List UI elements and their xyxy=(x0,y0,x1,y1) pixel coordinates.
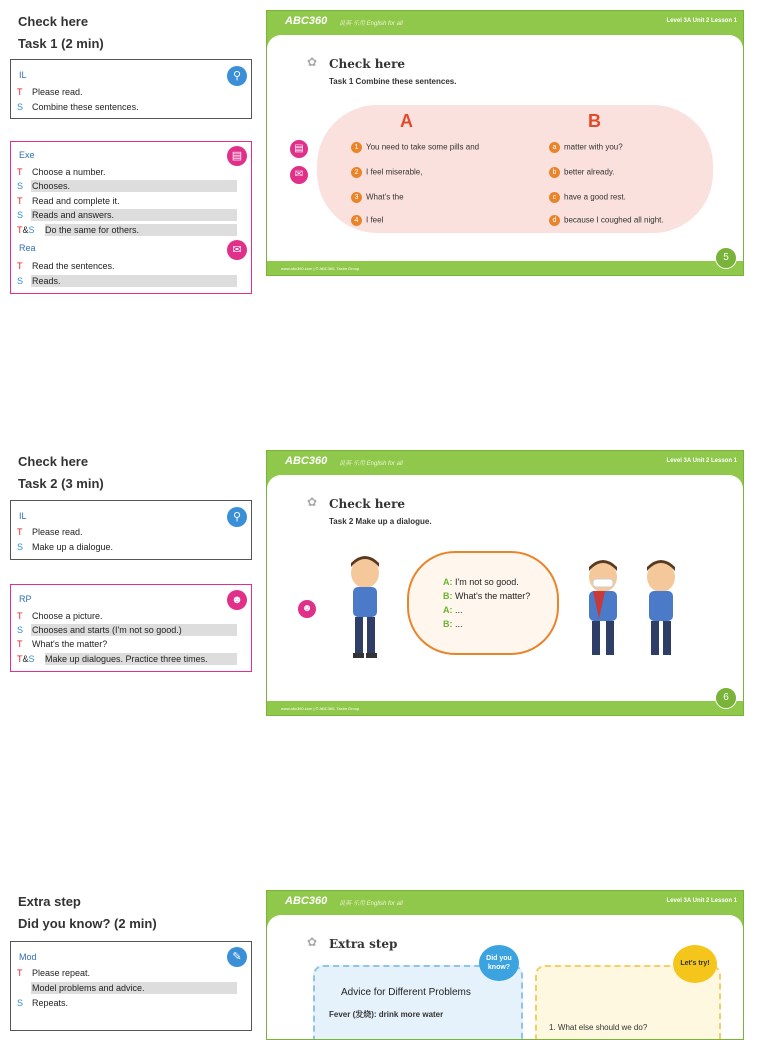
advice-line: Fever (发烧): drink more water xyxy=(329,1010,444,1019)
line: T Please read. xyxy=(17,527,83,537)
logo: ABC360 xyxy=(285,15,328,27)
il-label: IL xyxy=(19,70,27,80)
logo: ABC360 xyxy=(285,895,328,907)
chat-icon: ✉ xyxy=(227,240,247,260)
tagline: 说英·乐用 English for all xyxy=(339,21,403,27)
a-item: 2 I feel miserable, xyxy=(351,167,422,178)
search-icon: ⚲ xyxy=(227,66,247,86)
question: 1. What else should we do? xyxy=(549,1023,648,1032)
chat-icon: ✉ xyxy=(289,165,309,185)
b-item: d because I coughed all night. xyxy=(549,215,664,226)
section-subtitle: Did you know? (2 min) xyxy=(18,916,157,931)
exe-label: Exe xyxy=(19,150,35,160)
line: T Please read. xyxy=(17,87,83,97)
line: T Choose a picture. xyxy=(17,611,103,621)
roleplay-icon: ☻ xyxy=(227,590,247,610)
section-title: Extra step xyxy=(18,894,81,909)
line: S Reads and answers. xyxy=(17,210,115,220)
line: T Please repeat. xyxy=(17,968,91,978)
line: T What's the matter? xyxy=(17,639,108,649)
slide-3 xyxy=(266,890,744,1040)
boy-sick-illustration xyxy=(343,555,387,661)
document-icon: ▤ xyxy=(289,139,309,159)
line: S Repeats. xyxy=(17,998,69,1008)
page-number: 6 xyxy=(715,687,737,709)
line: S Chooses. xyxy=(17,181,71,191)
level-label: Level 3A Unit 2 Lesson 1 xyxy=(666,458,737,464)
page-number: 5 xyxy=(715,247,737,269)
level-label: Level 3A Unit 2 Lesson 1 xyxy=(666,18,737,24)
boy-mask-illustration xyxy=(579,559,627,663)
slide-subtitle: Task 1 Combine these sentences. xyxy=(329,77,457,86)
line: Model problems and advice. xyxy=(32,983,145,993)
line: T&S Do the same for others. xyxy=(17,225,140,235)
section-subtitle: Task 1 (2 min) xyxy=(18,36,104,51)
did-you-know-bubble: Did you know? xyxy=(479,945,519,981)
rea-label: Rea xyxy=(19,243,36,253)
footer: www.abc360.com | © ABC360, Taxim Group xyxy=(281,706,360,711)
il-box xyxy=(10,59,252,119)
document-icon: ▤ xyxy=(227,146,247,166)
exe-box xyxy=(10,141,252,294)
slide-subtitle: Task 2 Make up a dialogue. xyxy=(329,517,432,526)
mod-label: Mod xyxy=(19,952,37,962)
model-icon: ✎ xyxy=(227,947,247,967)
section-title: Check here xyxy=(18,454,89,469)
b-item: b better already. xyxy=(549,167,615,178)
a-item: 1 You need to take some pills and xyxy=(351,142,479,153)
advice-title: Advice for Different Problems xyxy=(341,987,471,998)
slide-title: Check here xyxy=(329,57,406,71)
line: S Combine these sentences. xyxy=(17,102,139,112)
search-icon: ⚲ xyxy=(227,507,247,527)
roleplay-icon: ☻ xyxy=(297,599,317,619)
line: T Read the sentences. xyxy=(17,261,115,271)
rp-label: RP xyxy=(19,594,32,604)
line: T Choose a number. xyxy=(17,167,106,177)
line: S Chooses and starts (I'm not so good.) xyxy=(17,625,182,635)
section-subtitle: Task 2 (3 min) xyxy=(18,476,104,491)
tagline: 说英·乐用 English for all xyxy=(339,901,403,907)
dialogue: A: I'm not so good. B: What's the matter? A: ... B: ... xyxy=(443,577,531,629)
b-item: c have a good rest. xyxy=(549,192,626,203)
il-label: IL xyxy=(19,511,27,521)
level-label: Level 3A Unit 2 Lesson 1 xyxy=(666,898,737,904)
a-item: 4 I feel xyxy=(351,215,383,226)
section-title: Check here xyxy=(18,14,89,29)
mod-box xyxy=(10,941,252,1031)
b-item: a matter with you? xyxy=(549,142,623,153)
logo: ABC360 xyxy=(285,455,328,467)
col-b-heading: B xyxy=(588,111,601,131)
paw-icon: ✿ xyxy=(307,935,318,949)
line: T&S Make up dialogues. Practice three times. xyxy=(17,654,208,664)
tagline: 说英·乐用 English for all xyxy=(339,461,403,467)
line: S Make up a dialogue. xyxy=(17,542,114,552)
line: T Read and complete it. xyxy=(17,196,120,206)
a-item: 3 What's the xyxy=(351,192,404,203)
paw-icon: ✿ xyxy=(307,495,318,509)
lets-try-bubble: Let's try! xyxy=(673,945,717,983)
line: S Reads. xyxy=(17,276,61,286)
slide-title: Extra step xyxy=(329,937,398,951)
boy-cough-illustration xyxy=(639,559,683,663)
il-box xyxy=(10,500,252,560)
footer: www.abc360.com | © ABC360, Taxim Group xyxy=(281,266,360,271)
col-a-heading: A xyxy=(400,111,413,131)
slide-title: Check here xyxy=(329,497,406,511)
slide-2 xyxy=(266,450,744,716)
slide-1 xyxy=(266,10,744,276)
paw-icon: ✿ xyxy=(307,55,318,69)
rp-box xyxy=(10,584,252,672)
